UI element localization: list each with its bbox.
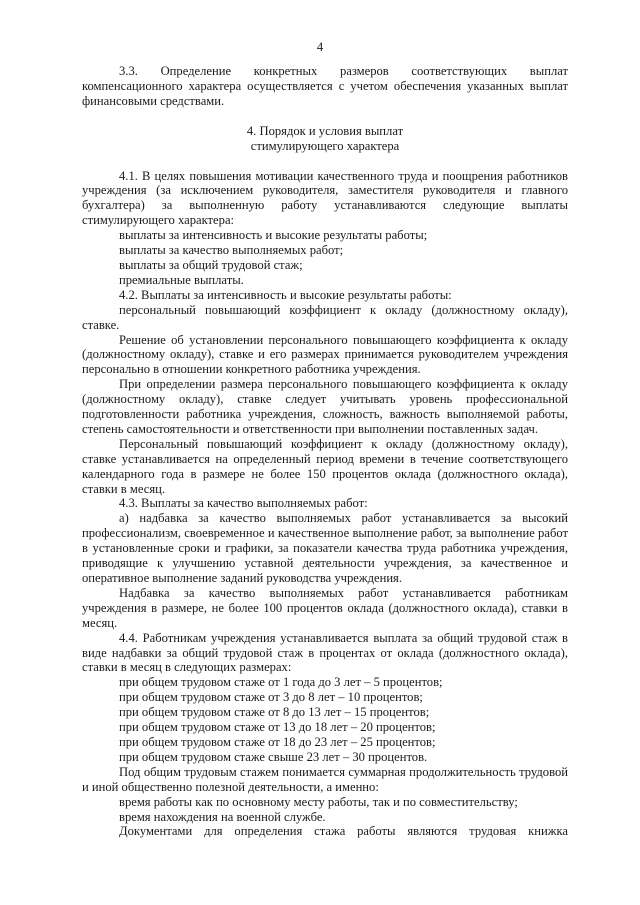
- list-item-seniority-1-3: при общем трудовом стаже от 1 года до 3 лет – 5 процентов;: [119, 675, 443, 690]
- list-item-seniority-3-8: при общем трудовом стаже от 3 до 8 лет – 10 процентов;: [119, 690, 423, 705]
- page-content: [82, 64, 568, 839]
- paragraph-coefficient-criteria: При определении размера персонального повышающего коэффициента к окладу (должностному окладу), ставке следует учитывать уровень профессиональной подготовленности работника учреждения, сложность, важность выполняемой работы, степень самостоятельности и ответственности при выполнении поставленных задач.: [82, 377, 568, 436]
- paragraph-coefficient-limit: Персональный повышающий коэффициент к окладу (должностному окладу), ставке устанавливается на определенный период времени в течение соответствующего календарного года в размере не более 150 процентов оклада (должностного оклада), ставки в месяц.: [82, 436, 568, 496]
- section-4-heading-line2: стимулирующего характера: [250, 138, 400, 153]
- list-item-seniority: выплаты за общий трудовой стаж;: [119, 257, 303, 272]
- list-item-work-time: время работы как по основному месту работы, так и по совместительству;: [119, 794, 518, 809]
- paragraph-quality-allowance: а) надбавка за качество выполняемых работ устанавливается за высокий профессионализм, своевременное и качественное выполнение работ, за выполнение работ в установленные сроки и графики, за показатели качества труда работника учреждения, приводящие к улучшению уставной деятельности учреждения, за качественное и оперативное выполнение заданий руководства учреждения.: [82, 511, 568, 585]
- paragraph-documents: Документами для определения стажа работы являются трудовая книжка: [119, 824, 568, 839]
- section-4-heading-line1: 4. Порядок и условия выплат: [246, 123, 404, 138]
- list-item-seniority-13-18: при общем трудовом стаже от 13 до 18 лет – 20 процентов;: [119, 720, 436, 735]
- list-item-seniority-8-13: при общем трудовом стаже от 8 до 13 лет – 15 процентов;: [119, 705, 430, 720]
- list-item-intensity: выплаты за интенсивность и высокие результаты работы;: [119, 228, 428, 243]
- paragraph-coefficient-decision: Решение об установлении персонального повышающего коэффициента к окладу (должностному окладу), ставке и его размерах принимается руководителем учреждения персонально в отношении конкретного работника учреждения.: [82, 332, 568, 377]
- paragraph-seniority-definition: Под общим трудовым стажем понимается суммарная продолжительность трудовой и иной общественно полезной деятельности, а именно:: [82, 764, 568, 794]
- paragraph-4-4: 4.4. Работникам учреждения устанавливается выплата за общий трудовой стаж в виде надбавки за общий трудовой стаж в процентах от оклада (должностного оклада), ставки в месяц в следующих размерах:: [82, 630, 568, 675]
- list-item-seniority-18-23: при общем трудовом стаже от 18 до 23 лет – 25 процентов;: [119, 734, 436, 749]
- paragraph-3-3: 3.3. Определение конкретных размеров соответствующих выплат компенсационного характера осуществляется с учетом обеспечения указанных выплат финансовыми средствами.: [82, 64, 568, 108]
- list-item-seniority-over-23: при общем трудовом стаже свыше 23 лет – 30 процентов.: [119, 749, 428, 764]
- list-item-quality: выплаты за качество выполняемых работ;: [119, 243, 344, 258]
- paragraph-4-2: 4.2. Выплаты за интенсивность и высокие результаты работы:: [119, 287, 452, 302]
- list-item-bonus: премиальные выплаты.: [119, 272, 244, 287]
- page-number: 4: [316, 40, 324, 54]
- list-item-military-service: время нахождения на военной службе.: [119, 809, 326, 824]
- paragraph-4-1: 4.1. В целях повышения мотивации качественного труда и поощрения работников учреждения (за исключением руководителя, заместителя руководителя и главного бухгалтера) за выполненную работу устанавливаются следующие выплаты стимулирующего характера:: [82, 168, 568, 228]
- paragraph-quality-limit: Надбавка за качество выполняемых работ устанавливается работникам учреждения в размере, не более 100 процентов оклада (должностного оклада), ставки в месяц.: [82, 585, 568, 630]
- paragraph-4-3: 4.3. Выплаты за качество выполняемых работ:: [119, 496, 368, 511]
- paragraph-personal-coefficient: персональный повышающий коэффициент к окладу (должностному окладу), ставке.: [82, 302, 568, 332]
